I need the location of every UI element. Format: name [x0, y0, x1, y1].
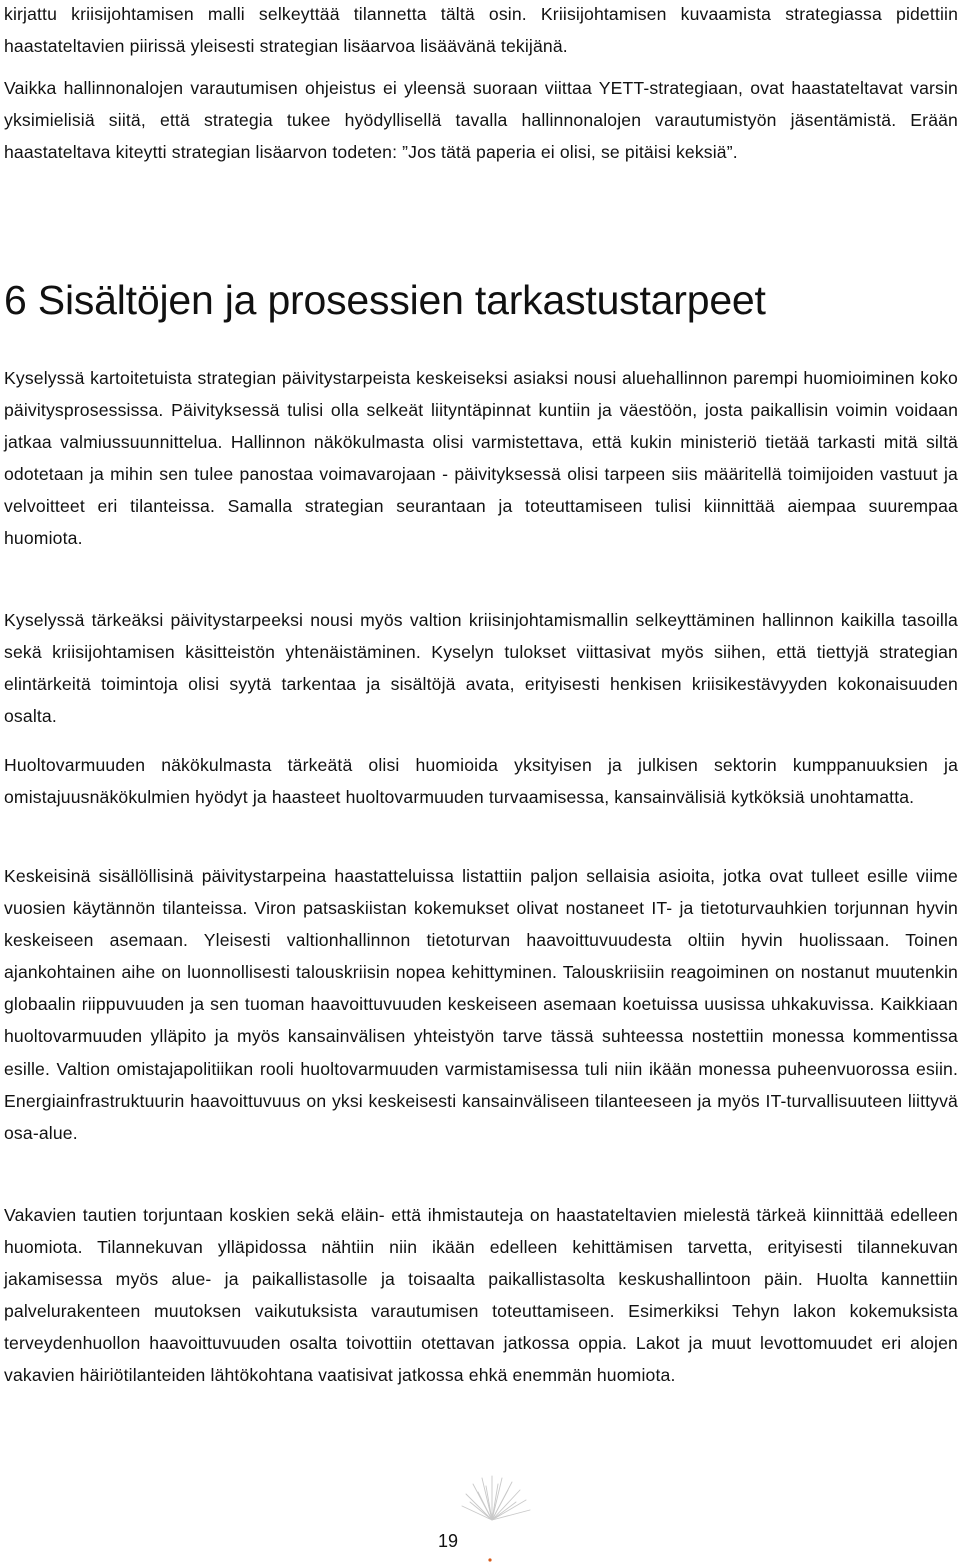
paragraph-diseases-situation: Vakavien tautien torjuntaan koskien sekä eläin- että ihmistauteja on haastateltavien mielestä tärkeä kiinnittää edelleen huomiota. Tilannekuvan ylläpidossa nähtiin niin ikään edelleen kehittämisen tarvetta, erityisesti tilannekuvan jakamisessa myös alue- ja paikallistasolle ja toisaalta paikallistasolta keskushallintoon päin. Huolta kannettiin palvelurakenteen muutoksen vaikutuksista varautumisen toteuttamiseen. Esimerkiksi Tehyn lakon kokemuksista terveydenhuollon haavoittuvuuden osalta toivottiin otettavan jatkossa oppia. Lakot ja muut levottomuudet eri alojen vakavien häiriötilanteiden lähtökohtana vaatisivat jatkossa ehkä enemmän huomiota. — [4, 1205, 958, 1386]
paragraph-crisis-model: Kyselyssä tärkeäksi päivitystarpeeksi nousi myös valtion kriisinjohtamismallin selkeyttäminen hallinnon kaikilla tasoilla sekä kriisijohtamisen käsitteistön yhtenäistäminen. Kyselyn tulokset viittasivat myös siihen, että tiettyjä strategian elintärkeitä toimintoja olisi syytä tarkentaa ja sisältöjä avata, erityisesti henkisen kriisikestävyyden kokonaisuuden osalta. — [4, 610, 958, 727]
page-number: 19 — [437, 1531, 459, 1551]
starburst-logo-icon — [458, 1472, 538, 1562]
paragraph-crisis-management: kirjattu kriisijohtamisen malli selkeyttää tilannetta tältä osin. Kriisijohtamisen kuvaamista strategiassa pidettiin haastateltavien piirissä yleisesti strategian lisäarvoa lisäävänä tekijänä. — [4, 4, 958, 57]
paragraph-content-needs: Keskeisinä sisällöllisinä päivitystarpeina haastatteluissa listattiin paljon sellaisia asioita, jotka ovat tulleet esille viime vuosien käytännön tilanteissa. Viron patsaskiistan kokemukset olivat nostaneet IT- ja tietoturvauhkien torjunnan hyvin keskeiseen asemaan. Yleisesti valtionhallinnon tietoturvan haavoittuvuudesta oltiin hyvin huolissaan. Toinen ajankohtainen aihe on luonnollisesti talouskriisin nopea kehittyminen. Talouskriisiin reagoiminen on nostanut muutenkin globaalin riippuvuuden ja sen tuoman haavoittuvuuden keskeiseen asemaan koetuissa uusissa uhkakuvissa. Kaikkiaan huoltovarmuuden ylläpito ja myös kansainvälisen yhteistyön tarve tässä suhteessa nostettiin monessa kommentissa esille. Valtion omistajapolitiikan rooli huoltovarmuuden varmistamisessa tuli niin ikään monessa puheenvuorossa esiin. Energiainfrastruktuurin haavoittuvuus on yksi keskeisesti kansainväliseen tilanteeseen ja myös IT-turvallisuuteen liittyvä osa-alue. — [4, 866, 958, 1143]
paragraph-strategy-value: Vaikka hallinnonalojen varautumisen ohjeistus ei yleensä suoraan viittaa YETT-strategiaan, ovat haastateltavat varsin yksimielisiä siitä, että strategia tukee hyödyllisellä tavalla hallinnonalojen varautumistyön jäsentämistä. Erään haastateltava kiteytti strategian lisäarvon todeten: ”Jos tätä paperia ei olisi, se pitäisi keksiä”. — [4, 78, 958, 163]
paragraph-regional-administration: Kyselyssä kartoitetuista strategian päivitystarpeista keskeiseksi asiaksi nousi aluehallinnon parempi huomioiminen koko päivitysprosessissa. Päivityksessä tulisi olla selkeät liityntäpinnat kuntiin ja väestöön, josta paikallisin voimin voidaan jatkaa valmiussuunnittelua. Hallinnon näkökulmasta olisi varmistettava, että kukin ministeriö tietää tarkasti mitä siltä odotetaan ja mihin sen tulee panostaa voimavarojaan - päivityksessä olisi tarpeen siis määritellä toimijoiden vastuut ja velvoitteet eri tilanteissa. Samalla strategian seurantaan ja toteuttamiseen tulisi kiinnittää aiempaa suurempaa huomiota. — [4, 368, 958, 549]
paragraph-security-of-supply: Huoltovarmuuden näkökulmasta tärkeätä olisi huomioida yksityisen ja julkisen sektorin kumppanuuksien ja omistajuusnäkökulmien hyödyt ja haasteet huoltovarmuuden turvaamisessa, kansainvälisiä kytköksiä unohtamatta. — [4, 755, 958, 808]
section-heading: 6 Sisältöjen ja prosessien tarkastustarpeet — [4, 277, 766, 323]
